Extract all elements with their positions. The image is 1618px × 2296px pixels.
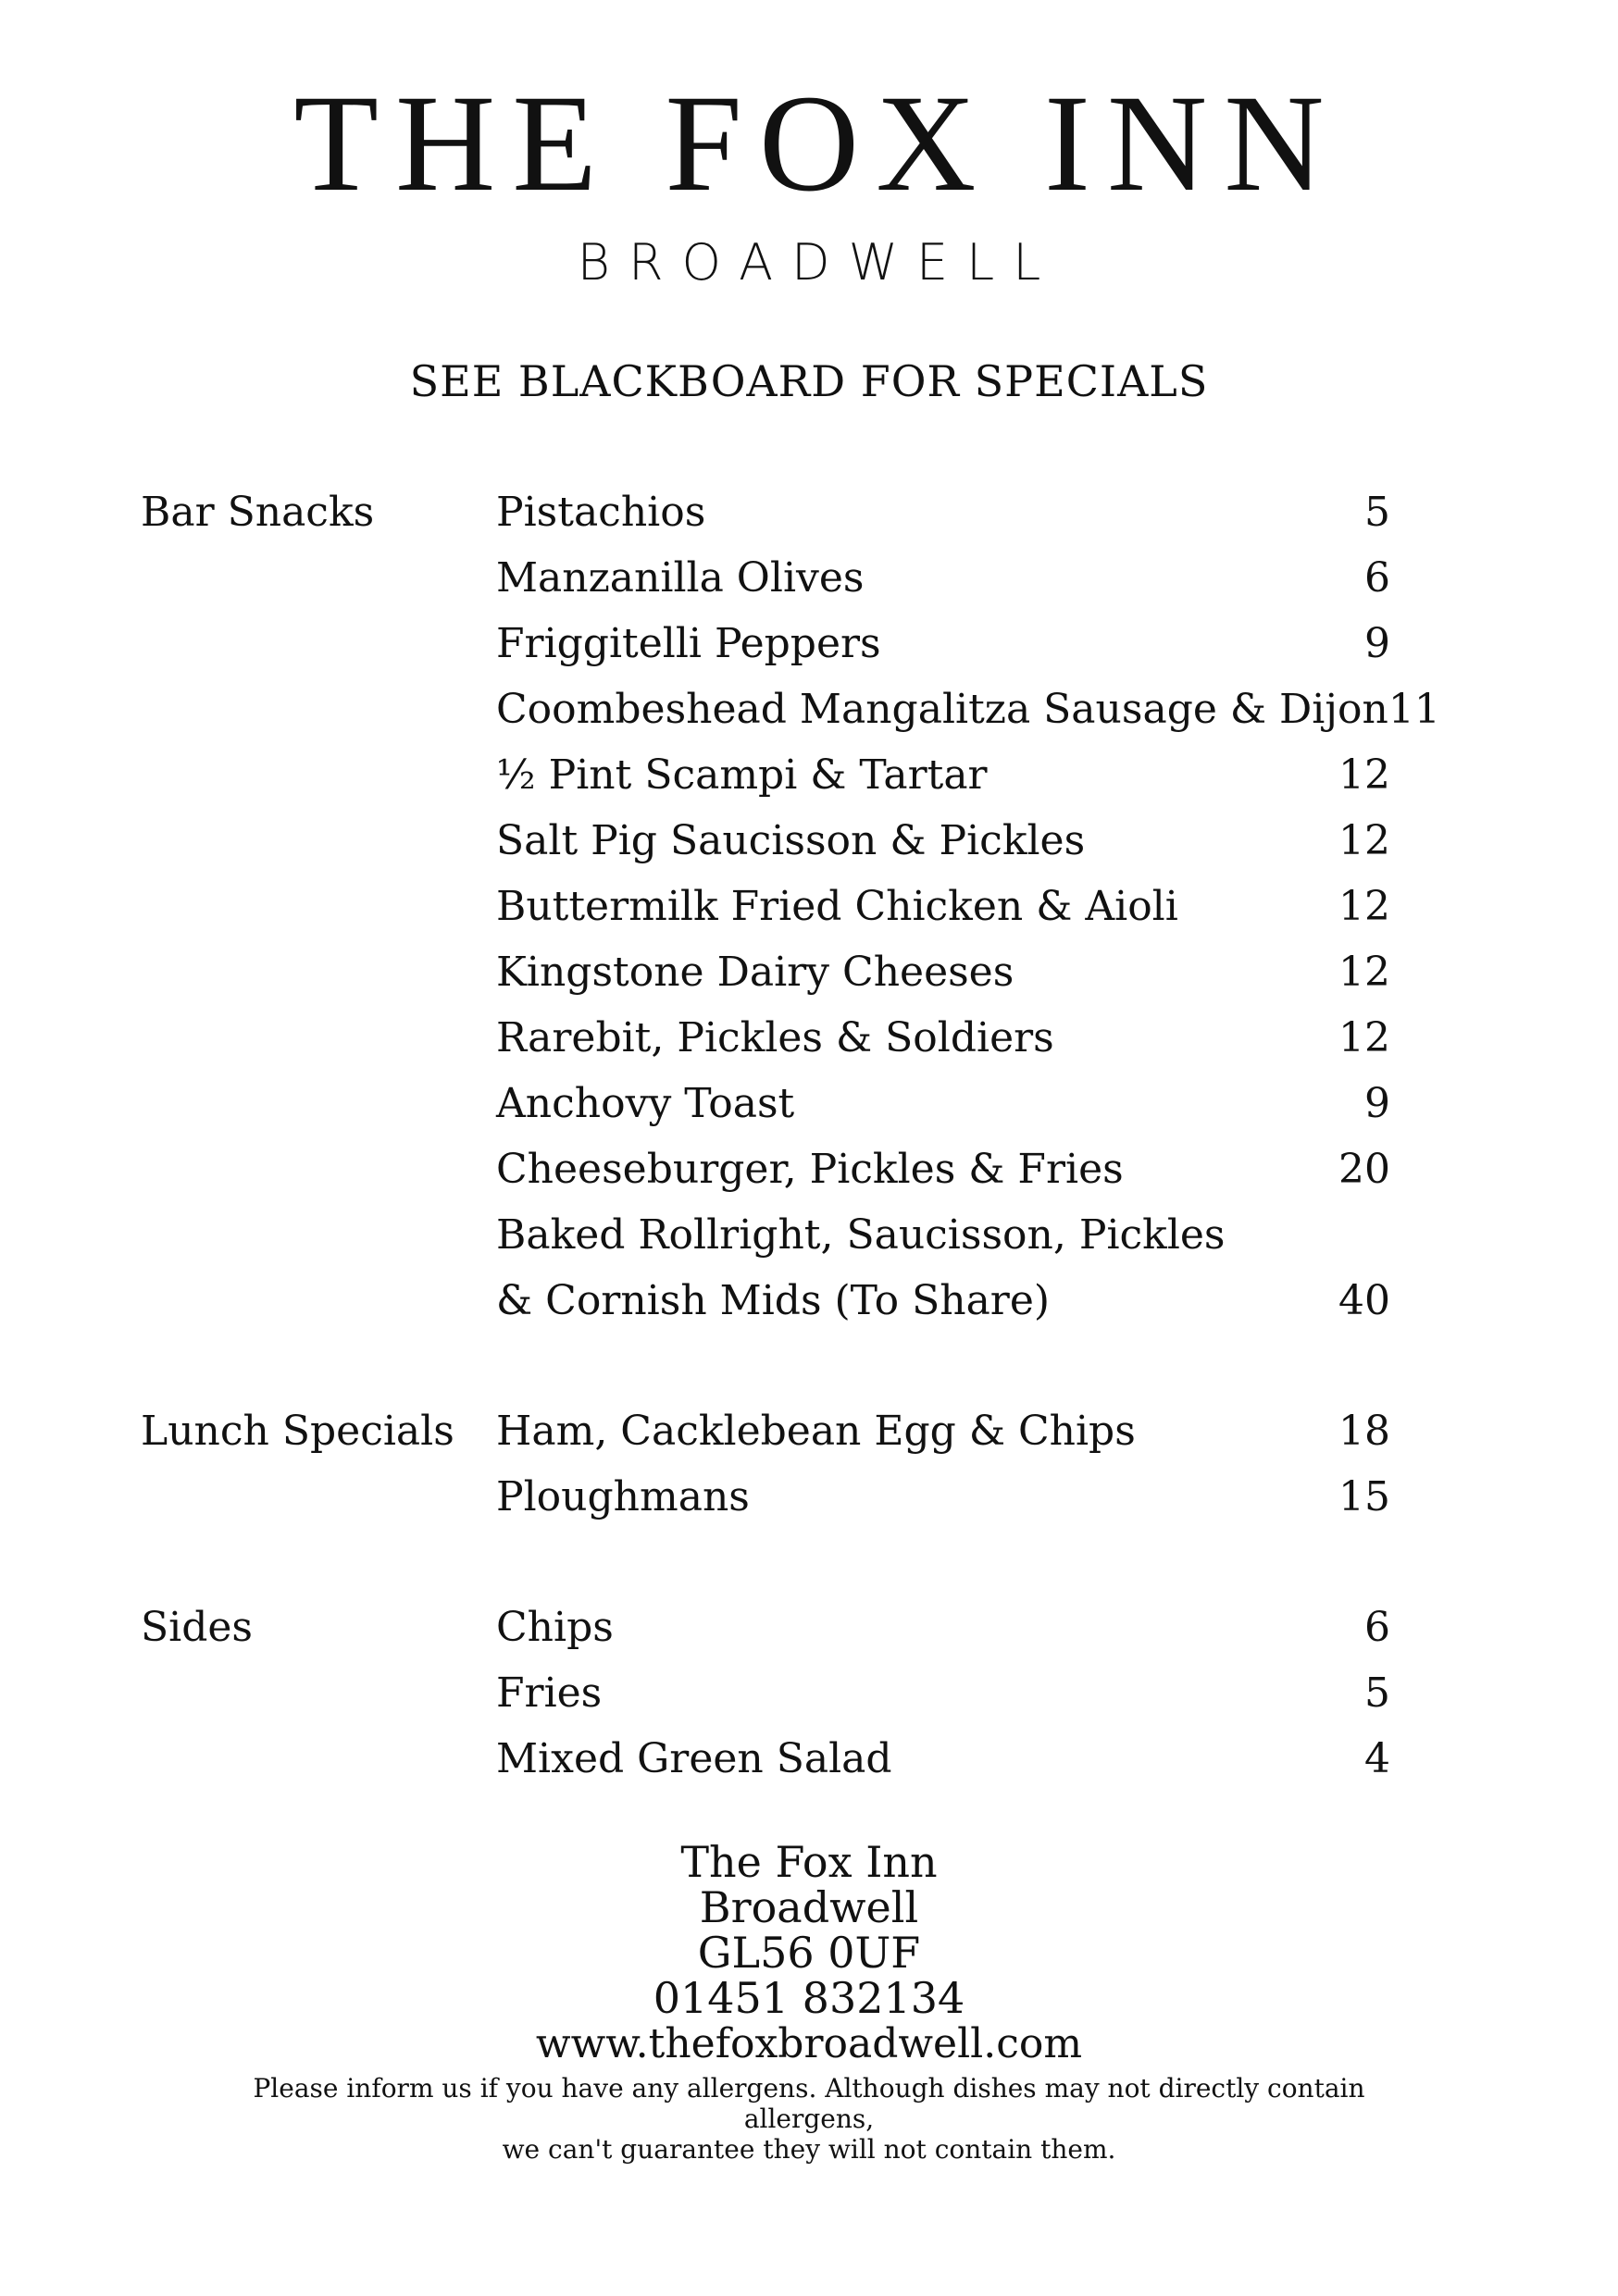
menu-item-name: Mixed Green Salad [496, 1735, 892, 1782]
allergen-notice-line-1: Please inform us if you have any allergens. Although dishes may not directly contain allergens, [253, 2073, 1365, 2134]
menu-section [141, 1595, 1390, 1792]
menu-item-price: 9 [1364, 620, 1390, 667]
menu-item-name: Chips [496, 1604, 614, 1651]
menu-item-name: & Cornish Mids (To Share) [496, 1277, 1051, 1324]
footer-phone: 01451 832134 [653, 1973, 965, 2023]
menu-item-name: Fries [496, 1669, 603, 1717]
menu-item-price: 9 [1364, 1080, 1390, 1127]
menu-item [496, 1464, 1390, 1530]
menu-item-name: Kingstone Dairy Cheeses [496, 949, 1014, 996]
menu-item [496, 1136, 1390, 1202]
menu-item [496, 1071, 1390, 1136]
menu-item-price: 12 [1338, 1014, 1390, 1061]
menu-item-name: Anchovy Toast [496, 1080, 795, 1127]
menu-item-price: 5 [1364, 1669, 1390, 1717]
menu-item-name: Ham, Cacklebean Egg & Chips [496, 1408, 1136, 1455]
pub-name-title: THE FOX INN [293, 67, 1341, 220]
menu-item-name: Ploughmans [496, 1473, 750, 1520]
menu-item [496, 676, 1440, 742]
menu-item [496, 939, 1390, 1005]
menu-item-price: 20 [1338, 1146, 1390, 1193]
contact-footer [0, 1837, 1618, 2165]
menu-header [0, 67, 1618, 292]
menu-item-price: 18 [1338, 1408, 1390, 1455]
menu-item-price: 6 [1364, 1604, 1390, 1651]
menu-item-price: 15 [1338, 1473, 1390, 1520]
menu-item [496, 742, 1390, 808]
menu-item-price: 11 [1388, 686, 1440, 733]
section-name: Lunch Specials [141, 1408, 454, 1455]
location-subtitle: BROADWELL [577, 233, 1060, 292]
menu-item [496, 1398, 1390, 1464]
menu-item-price: 4 [1364, 1735, 1390, 1782]
menu-item-name: Salt Pig Saucisson & Pickles [496, 817, 1086, 864]
section-name: Bar Snacks [141, 489, 375, 536]
menu-item-name: Pistachios [496, 489, 706, 536]
menu-item [496, 1595, 1390, 1660]
menu-item [496, 1660, 1390, 1726]
specials-note: SEE BLACKBOARD FOR SPECIALS [409, 356, 1209, 406]
menu-item-name: Rarebit, Pickles & Soldiers [496, 1014, 1054, 1061]
menu-item-price: 40 [1338, 1277, 1390, 1324]
menu-item [496, 808, 1390, 874]
menu-item-name: Baked Rollright, Saucisson, Pickles [496, 1211, 1226, 1259]
menu-item-price: 6 [1364, 554, 1390, 602]
menu-item-name: Friggitelli Peppers [496, 620, 881, 667]
menu-item-price: 12 [1338, 817, 1390, 864]
menu-item-price: 5 [1364, 489, 1390, 536]
menu-item [496, 611, 1390, 676]
menu-item [496, 1268, 1390, 1334]
menu-item [496, 874, 1390, 939]
menu-item [496, 1726, 1390, 1792]
section-items [496, 479, 1440, 1334]
footer-website: www.thefoxbroadwell.com [535, 2020, 1083, 2067]
footer-pub-name: The Fox Inn [680, 1837, 938, 1887]
allergen-notice [235, 2073, 1383, 2165]
menu-item [496, 1005, 1390, 1071]
section-name: Sides [141, 1604, 253, 1651]
menu-item-name: ½ Pint Scampi & Tartar [496, 751, 988, 799]
menu-item [496, 479, 1390, 545]
menu-sections [141, 479, 1440, 1856]
menu-item-name: Manzanilla Olives [496, 554, 865, 602]
menu-item-price: 12 [1338, 751, 1390, 799]
menu-section [141, 1398, 1390, 1530]
menu-item-name: Buttermilk Fried Chicken & Aioli [496, 883, 1178, 930]
menu-section [141, 479, 1440, 1334]
menu-item-name: Coombeshead Mangalitza Sausage & Dijon [496, 686, 1388, 733]
section-items [496, 1398, 1390, 1530]
menu-item-price [1353, 1202, 1390, 1268]
footer-postcode: GL56 0UF [697, 1928, 921, 1978]
menu-item-price: 12 [1338, 883, 1390, 930]
footer-town: Broadwell [699, 1882, 919, 1932]
menu-item-price: 12 [1338, 949, 1390, 996]
allergen-notice-line-2: we can't guarantee they will not contain them. [502, 2134, 1116, 2165]
menu-item [496, 545, 1390, 611]
section-items [496, 1595, 1390, 1792]
menu-item [496, 1202, 1390, 1268]
menu-item-name: Cheeseburger, Pickles & Fries [496, 1146, 1124, 1193]
